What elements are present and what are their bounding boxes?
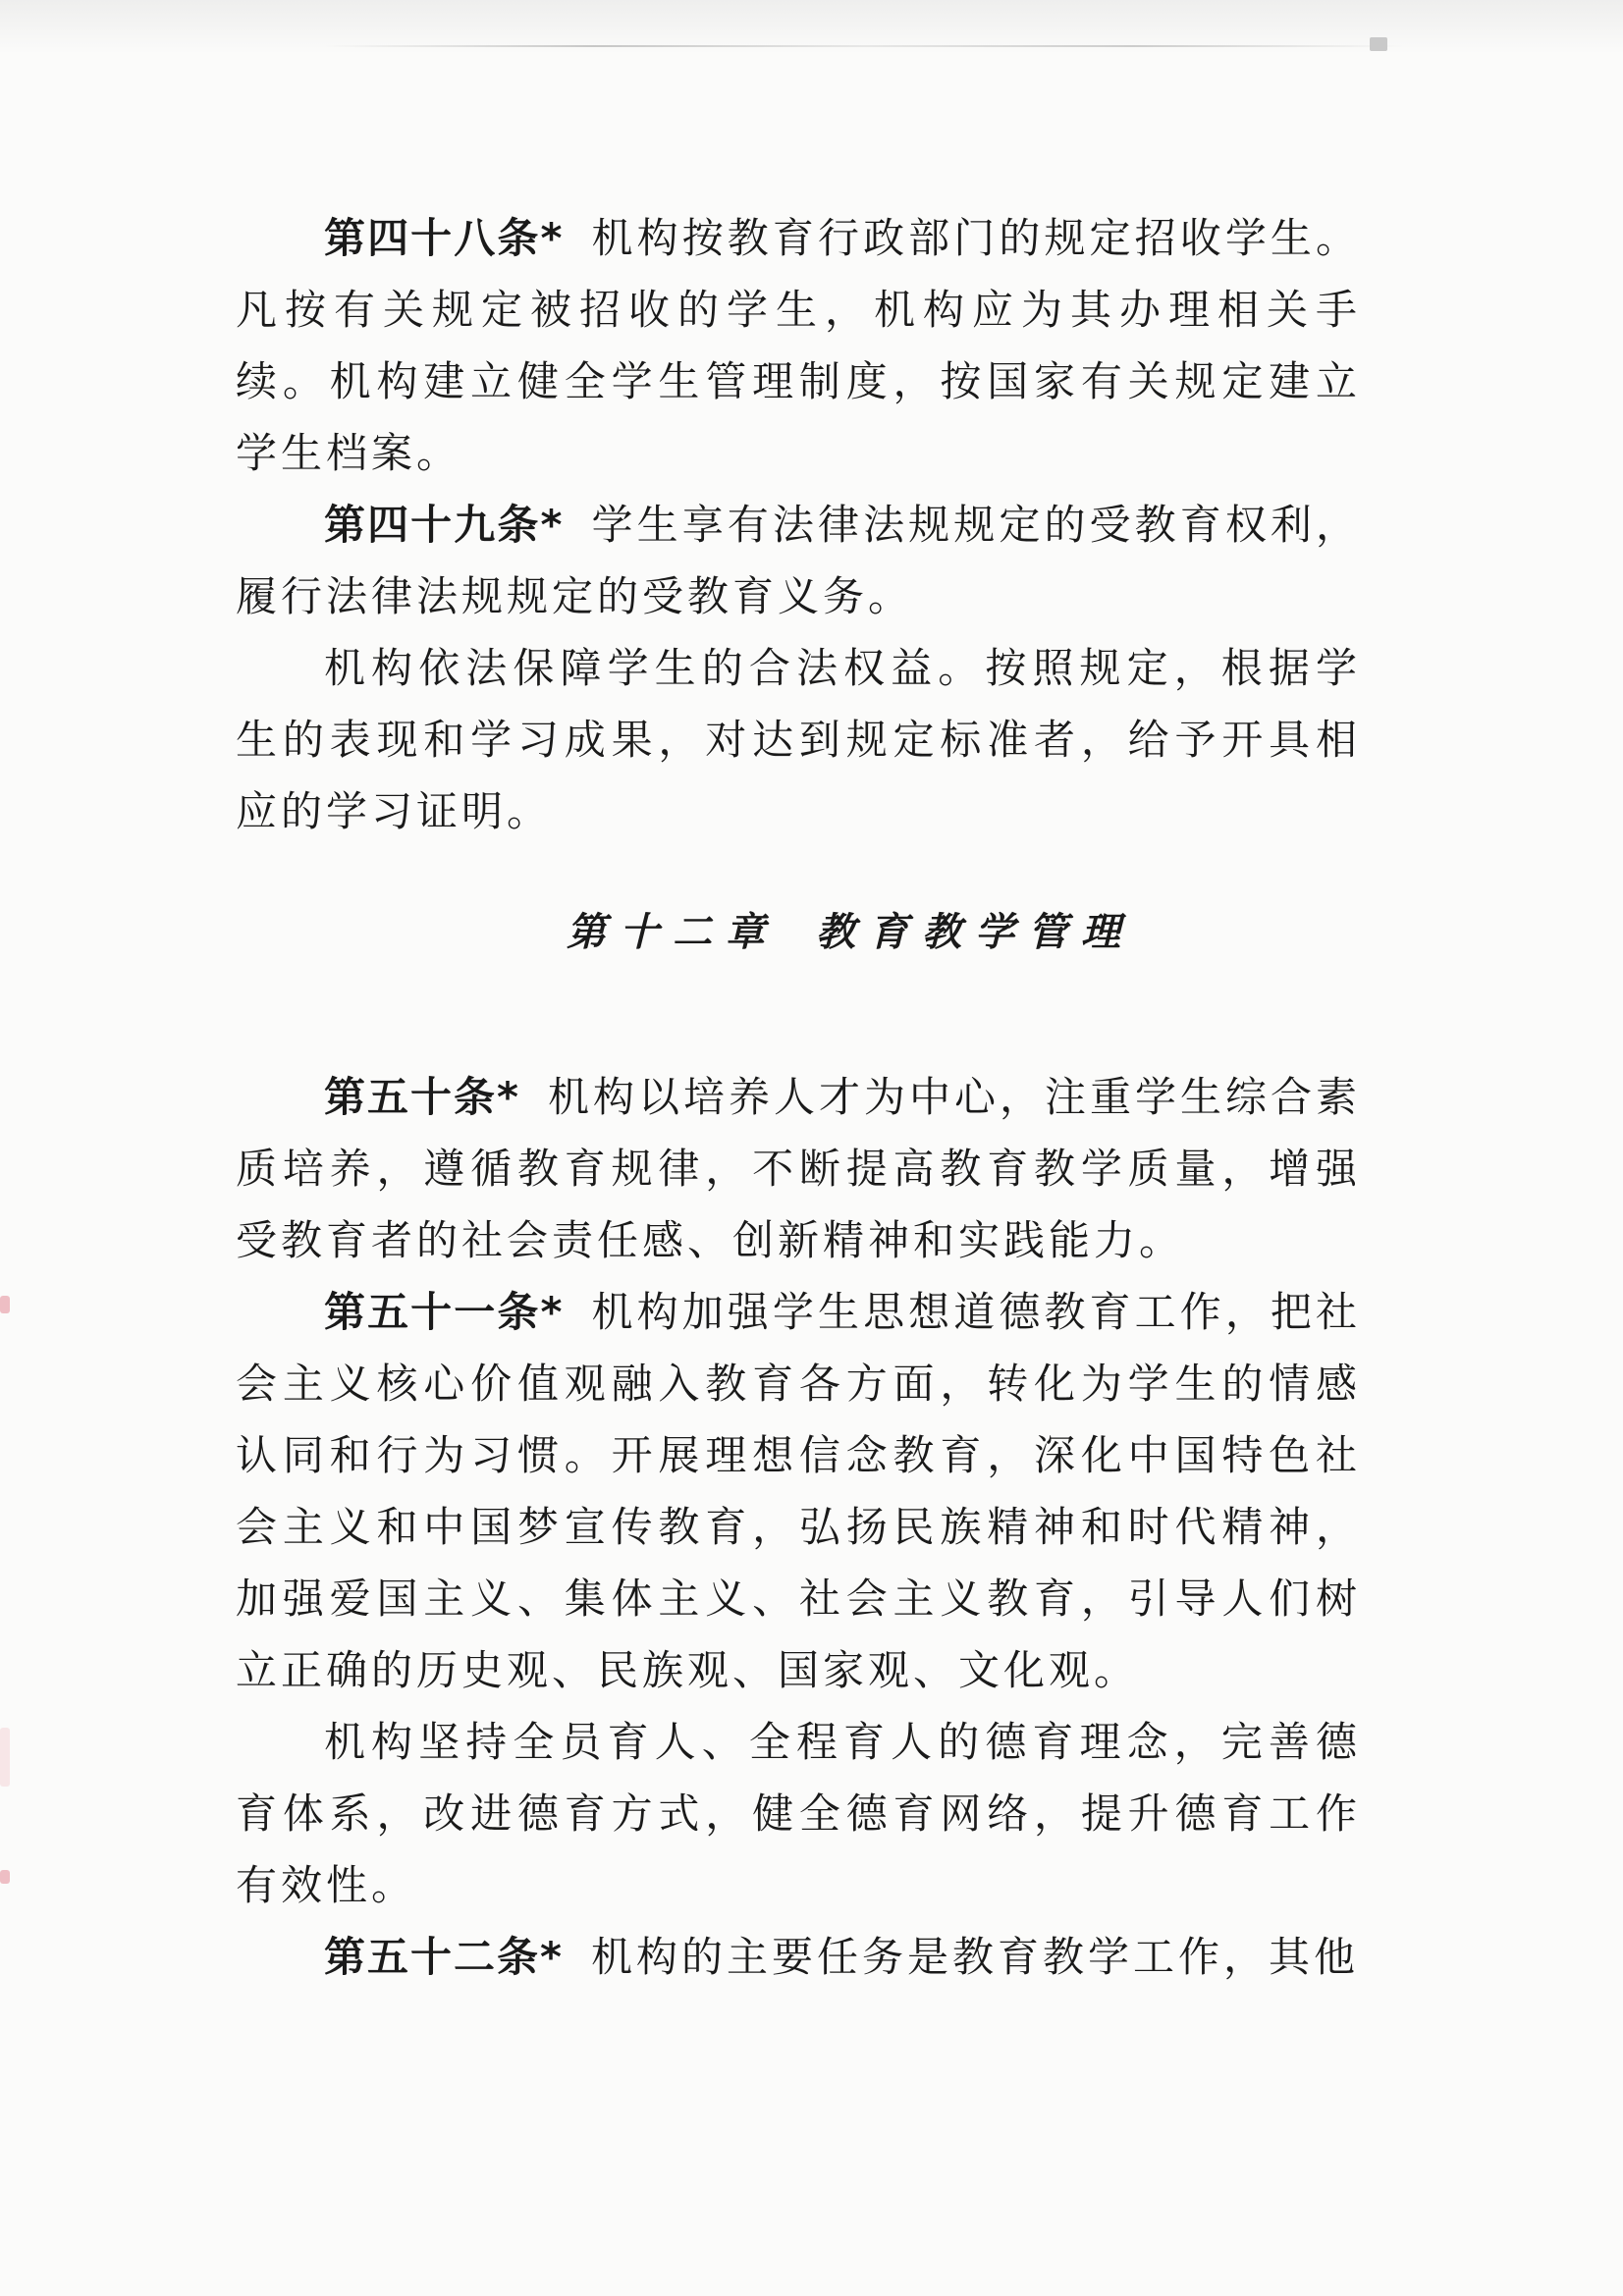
article-number: 第四十九条* — [324, 501, 565, 549]
scan-artifact-line — [324, 45, 1404, 47]
paragraph-text: 机构依法保障学生的合法权益。按照规定，根据学生的表现和学习成果，对达到规定标准者，给予开具相应的学习证明。 — [236, 644, 1361, 835]
article-number: 第五十一条* — [324, 1288, 565, 1336]
article-text: 机构加强学生思想道德教育工作，把社会主义核心价值观融入教育各方面，转化为学生的情感认同和行为习惯。开展理想信念教育，深化中国特色社会主义和中国梦宣传教育，弘扬民族精神和时代精神，加强爱国主义、集体主义、社会主义教育，引导人们树立正确的历史观、民族观、国家观、文化观。 — [236, 1288, 1361, 1694]
article-51 — [236, 1276, 1361, 1706]
chapter-number: 第十二章 — [567, 909, 779, 955]
article-48 — [236, 202, 1361, 489]
section-gap — [236, 990, 1361, 1061]
chapter-title — [567, 901, 1134, 957]
article-text: 机构以培养人才为中心，注重学生综合素质培养，遵循教育规律，不断提高教育教学质量，增强受教育者的社会责任感、创新精神和实践能力。 — [236, 1073, 1361, 1264]
article-text: 学生享有法律法规规定的受教育权利，履行法律法规规定的受教育义务。 — [236, 501, 1361, 620]
chapter-name: 教育教学管理 — [816, 909, 1134, 955]
article-49 — [236, 489, 1361, 632]
paragraph — [236, 1706, 1361, 1921]
paragraph — [236, 632, 1361, 847]
article-50 — [236, 1061, 1361, 1276]
article-number: 第五十二条* — [324, 1933, 564, 1981]
scan-speck — [1370, 37, 1387, 51]
article-number: 第四十八条* — [324, 214, 565, 262]
edge-stain — [0, 1870, 10, 1884]
document-body — [236, 202, 1361, 1993]
edge-stain — [0, 1728, 10, 1787]
article-number: 第五十条* — [324, 1073, 520, 1121]
article-text: 机构按教育行政部门的规定招收学生。凡按有关规定被招收的学生，机构应为其办理相关手续。机构建立健全学生管理制度，按国家有关规定建立学生档案。 — [236, 214, 1361, 477]
article-52 — [236, 1921, 1361, 1993]
paragraph-text: 机构坚持全员育人、全程育人的德育理念，完善德育体系，改进德育方式，健全德育网络，提升德育工作有效性。 — [236, 1718, 1361, 1909]
edge-stain — [0, 1296, 10, 1313]
article-text: 机构的主要任务是教育教学工作，其他 — [590, 1933, 1359, 1981]
chapter-heading — [236, 847, 1361, 990]
